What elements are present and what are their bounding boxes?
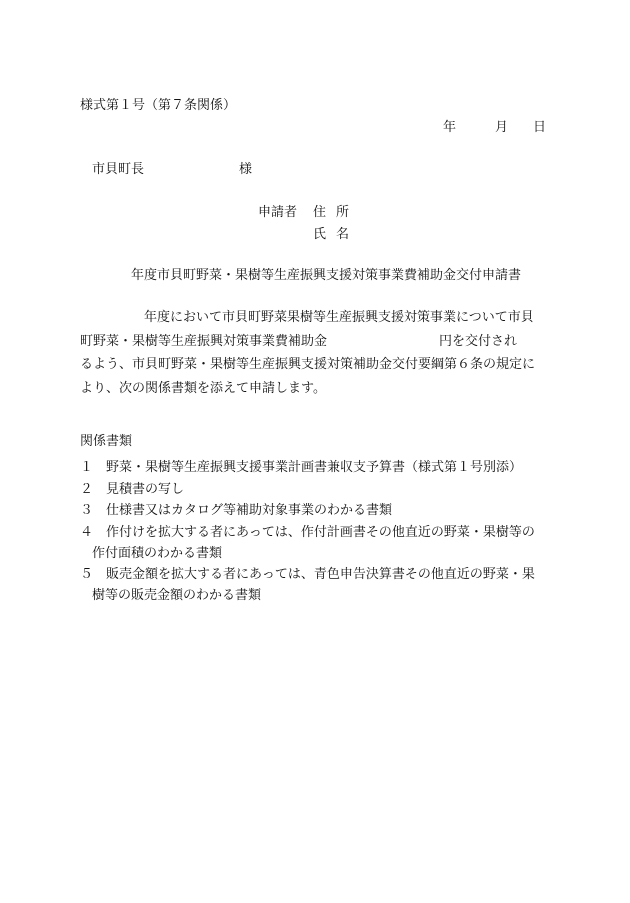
addressee-honorific: 様	[239, 162, 253, 177]
item-line: 仕様書又はカタログ等補助対象事業のわかる書類	[106, 503, 393, 518]
item-line: 野菜・果樹等生産振興支援事業計画書兼収支予算書（様式第１号別添）	[106, 460, 523, 475]
attachments-heading: 関係書類	[80, 434, 133, 449]
item-number: ３	[80, 503, 94, 518]
list-item	[80, 500, 560, 521]
body-line-4: より、次の関係書類を添えて申請します。	[80, 380, 326, 396]
item-line: 作付けを拡大する者にあっては、作付計画書その他直近の野菜・果樹等の	[106, 524, 535, 540]
application-body	[80, 306, 550, 400]
item-text	[92, 522, 558, 564]
item-line: 販売金額を拡大する者にあっては、青色申告決算書その他直近の野菜・果	[106, 567, 535, 582]
addressee-name: 市貝町長	[92, 162, 145, 177]
item-line-continued: 作付面積のわかる書類	[92, 545, 223, 561]
body-line-2-yen: 円を交付され	[439, 333, 518, 349]
body-line-2-subsidy: 町野菜・果樹等生産振興対策事業費補助金	[80, 333, 328, 349]
body-line-2	[80, 330, 550, 354]
date-year-label: 年	[443, 120, 457, 135]
list-item	[80, 479, 560, 500]
list-item	[80, 522, 560, 564]
item-text	[106, 479, 558, 500]
attachments-list	[80, 457, 560, 607]
applicant-address-label: 住所	[313, 205, 360, 220]
applicant-label: 申請者	[258, 205, 298, 220]
item-text	[106, 500, 558, 521]
date-line	[443, 120, 546, 136]
item-number: ２	[80, 481, 94, 497]
date-day-label: 日	[533, 120, 547, 135]
body-line-1: 年度において市貝町野菜果樹等生産振興支援対策事業について市貝	[144, 310, 534, 325]
date-month-label: 月	[495, 120, 509, 135]
body-line-3: るよう、市貝町野菜・果樹等生産振興支援対策補助金交付要綱第６条の規定に	[80, 357, 536, 372]
item-text	[106, 457, 558, 478]
document-title: 年度市貝町野菜・果樹等生産振興支援対策事業費補助金交付申請書	[131, 268, 522, 283]
list-item	[80, 564, 560, 606]
item-line: 見積書の写し	[106, 481, 185, 497]
item-text	[92, 564, 558, 606]
form-number: 様式第１号（第７条関係）	[80, 98, 237, 113]
list-item	[80, 457, 560, 478]
item-number: ５	[80, 567, 94, 582]
item-line-continued: 樹等の販売金額のわかる書類	[92, 588, 262, 603]
applicant-name-label: 氏名	[313, 227, 360, 242]
item-number: ４	[80, 524, 94, 540]
item-number: １	[80, 460, 94, 475]
